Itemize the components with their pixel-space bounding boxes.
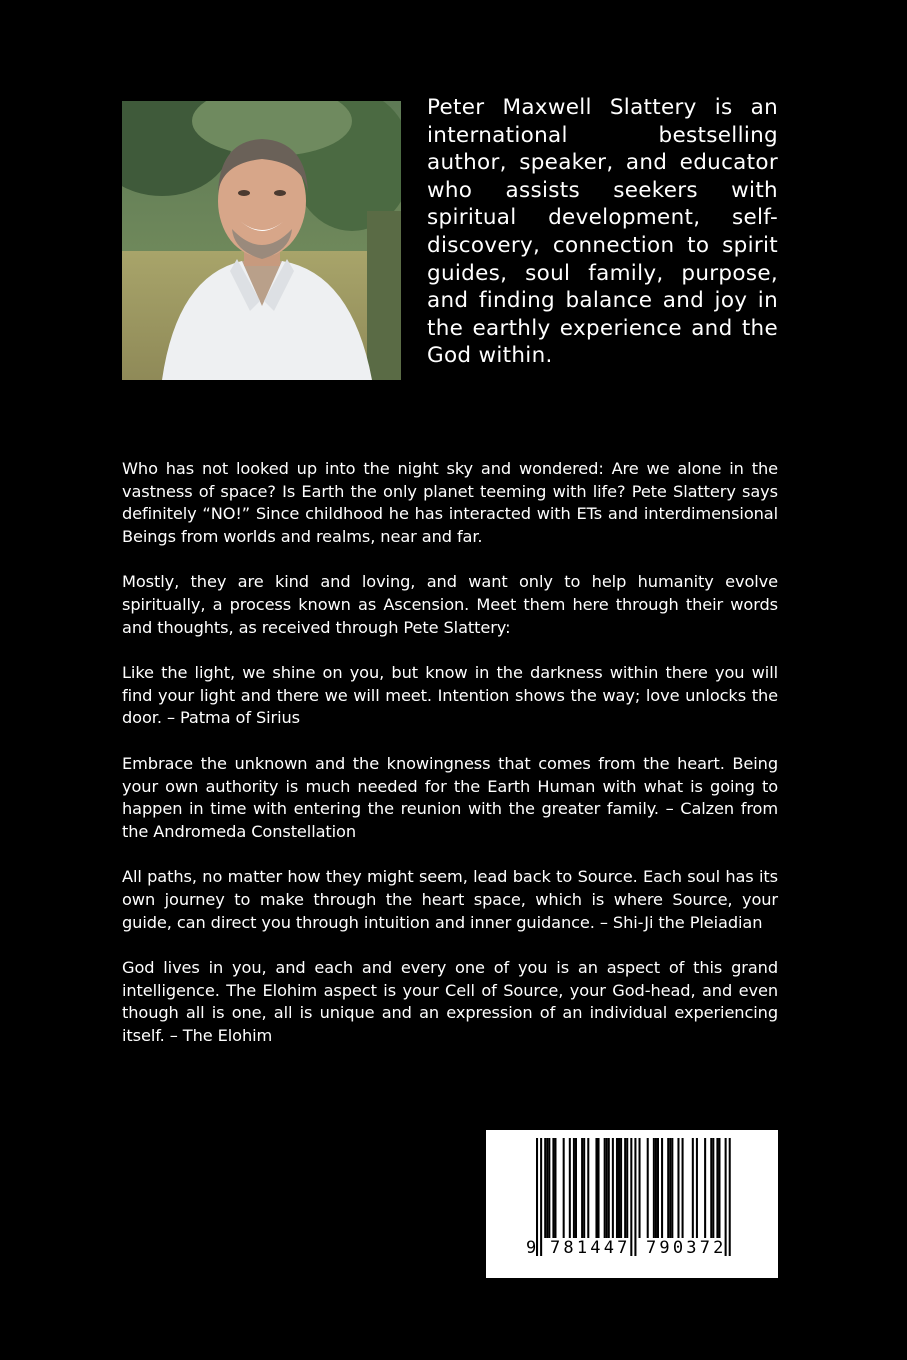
barcode-bar (573, 1138, 575, 1238)
barcode-bar (696, 1138, 698, 1238)
quote-calzen: Embrace the unknown and the knowingness that comes from the heart. Being your own authority is much needed for the Earth Human with what is going to happen in time with entering the reunion with the greater family. – Calzen from the Andromeda Constellation (122, 753, 778, 841)
barcode-bar (677, 1138, 679, 1238)
barcode-bar (608, 1138, 610, 1238)
author-bio: Peter Maxwell Slattery is an international bestselling author, speaker, and educator who assists seekers with spiritual development, self-discovery, connection to spirit guides, soul family, purpose, and finding balance and joy in the earthly experience and the God within. (427, 95, 778, 369)
barcode-bar (612, 1138, 614, 1238)
barcode-digits (486, 1238, 778, 1262)
barcode-bar (624, 1138, 626, 1238)
blurb-paragraph: Who has not looked up into the night sky and wondered: Are we alone in the vastness of space? Is Earth the only planet teeming with life? Pete Slattery says definitely “NO!” Since childhood he has interacted with ETs and interdimensional Beings from worlds and realms, near and far. (122, 459, 778, 546)
author-portrait-icon (122, 101, 401, 380)
barcode-bar (581, 1138, 583, 1238)
barcode-bar (639, 1138, 641, 1238)
barcode-bar (546, 1138, 548, 1238)
barcode-bar (548, 1138, 550, 1238)
barcode-bar (682, 1138, 684, 1238)
quote-shi-ji: All paths, no matter how they might seem, lead back to Source. Each soul has its own journey to make through the heart space, which is where Source, your guide, can direct you through intuition and inner guidance. – Shi-Ji the Pleiadian (122, 867, 778, 932)
barcode-bar (563, 1138, 565, 1238)
barcode-bar (587, 1138, 589, 1238)
barcode-bar (669, 1138, 671, 1238)
barcode-bar (569, 1138, 571, 1238)
barcode-bar (647, 1138, 649, 1238)
barcode-bar (583, 1138, 585, 1238)
barcode-bar (554, 1138, 556, 1238)
barcode-bar (626, 1138, 628, 1238)
barcode-bar (653, 1138, 655, 1238)
barcode-bar (616, 1138, 618, 1238)
barcode-bar (716, 1138, 718, 1238)
barcode-lead-digit: 9 (526, 1238, 537, 1258)
barcode-bar (575, 1138, 577, 1238)
barcode-bar (667, 1138, 669, 1238)
barcode-bar (620, 1138, 622, 1238)
barcode-bar (606, 1138, 608, 1238)
blurb-paragraph: Mostly, they are kind and loving, and want only to help humanity evolve spiritually, a process known as Ascension. Meet them here through their words and thoughts, as received through Pete Slattery: (122, 572, 778, 637)
barcode-bar (704, 1138, 706, 1238)
barcode-right-group: 790372 (646, 1238, 727, 1258)
barcode-bar (618, 1138, 620, 1238)
barcode-left-group: 781447 (550, 1238, 631, 1258)
author-photo (122, 101, 401, 380)
quote-elohim: God lives in you, and each and every one of you is an aspect of this grand intelligence. The Elohim aspect is your Cell of Source, your God-head, and even though all is one, all is unique and an expression of an individual experiencing itself. – The Elohim (122, 958, 778, 1045)
barcode-bar (661, 1138, 663, 1238)
barcode-bar (598, 1138, 600, 1238)
barcode-bar (710, 1138, 712, 1238)
barcode-bar (671, 1138, 673, 1238)
barcode-bar (655, 1138, 657, 1238)
barcode-bar (604, 1138, 606, 1238)
barcode-bar (544, 1138, 546, 1238)
barcode-bar (718, 1138, 720, 1238)
quote-patma: Like the light, we shine on you, but know in the darkness within there you will find your light and there we will meet. Intention shows the way; love unlocks the door. – Patma of Sirius (122, 663, 778, 728)
barcode-bar (712, 1138, 714, 1238)
isbn-barcode (486, 1130, 778, 1278)
barcode-bar (657, 1138, 659, 1238)
barcode-bar (595, 1138, 597, 1238)
barcode-bar (692, 1138, 694, 1238)
barcode-bar (552, 1138, 554, 1238)
back-cover-blurb (122, 458, 778, 1070)
